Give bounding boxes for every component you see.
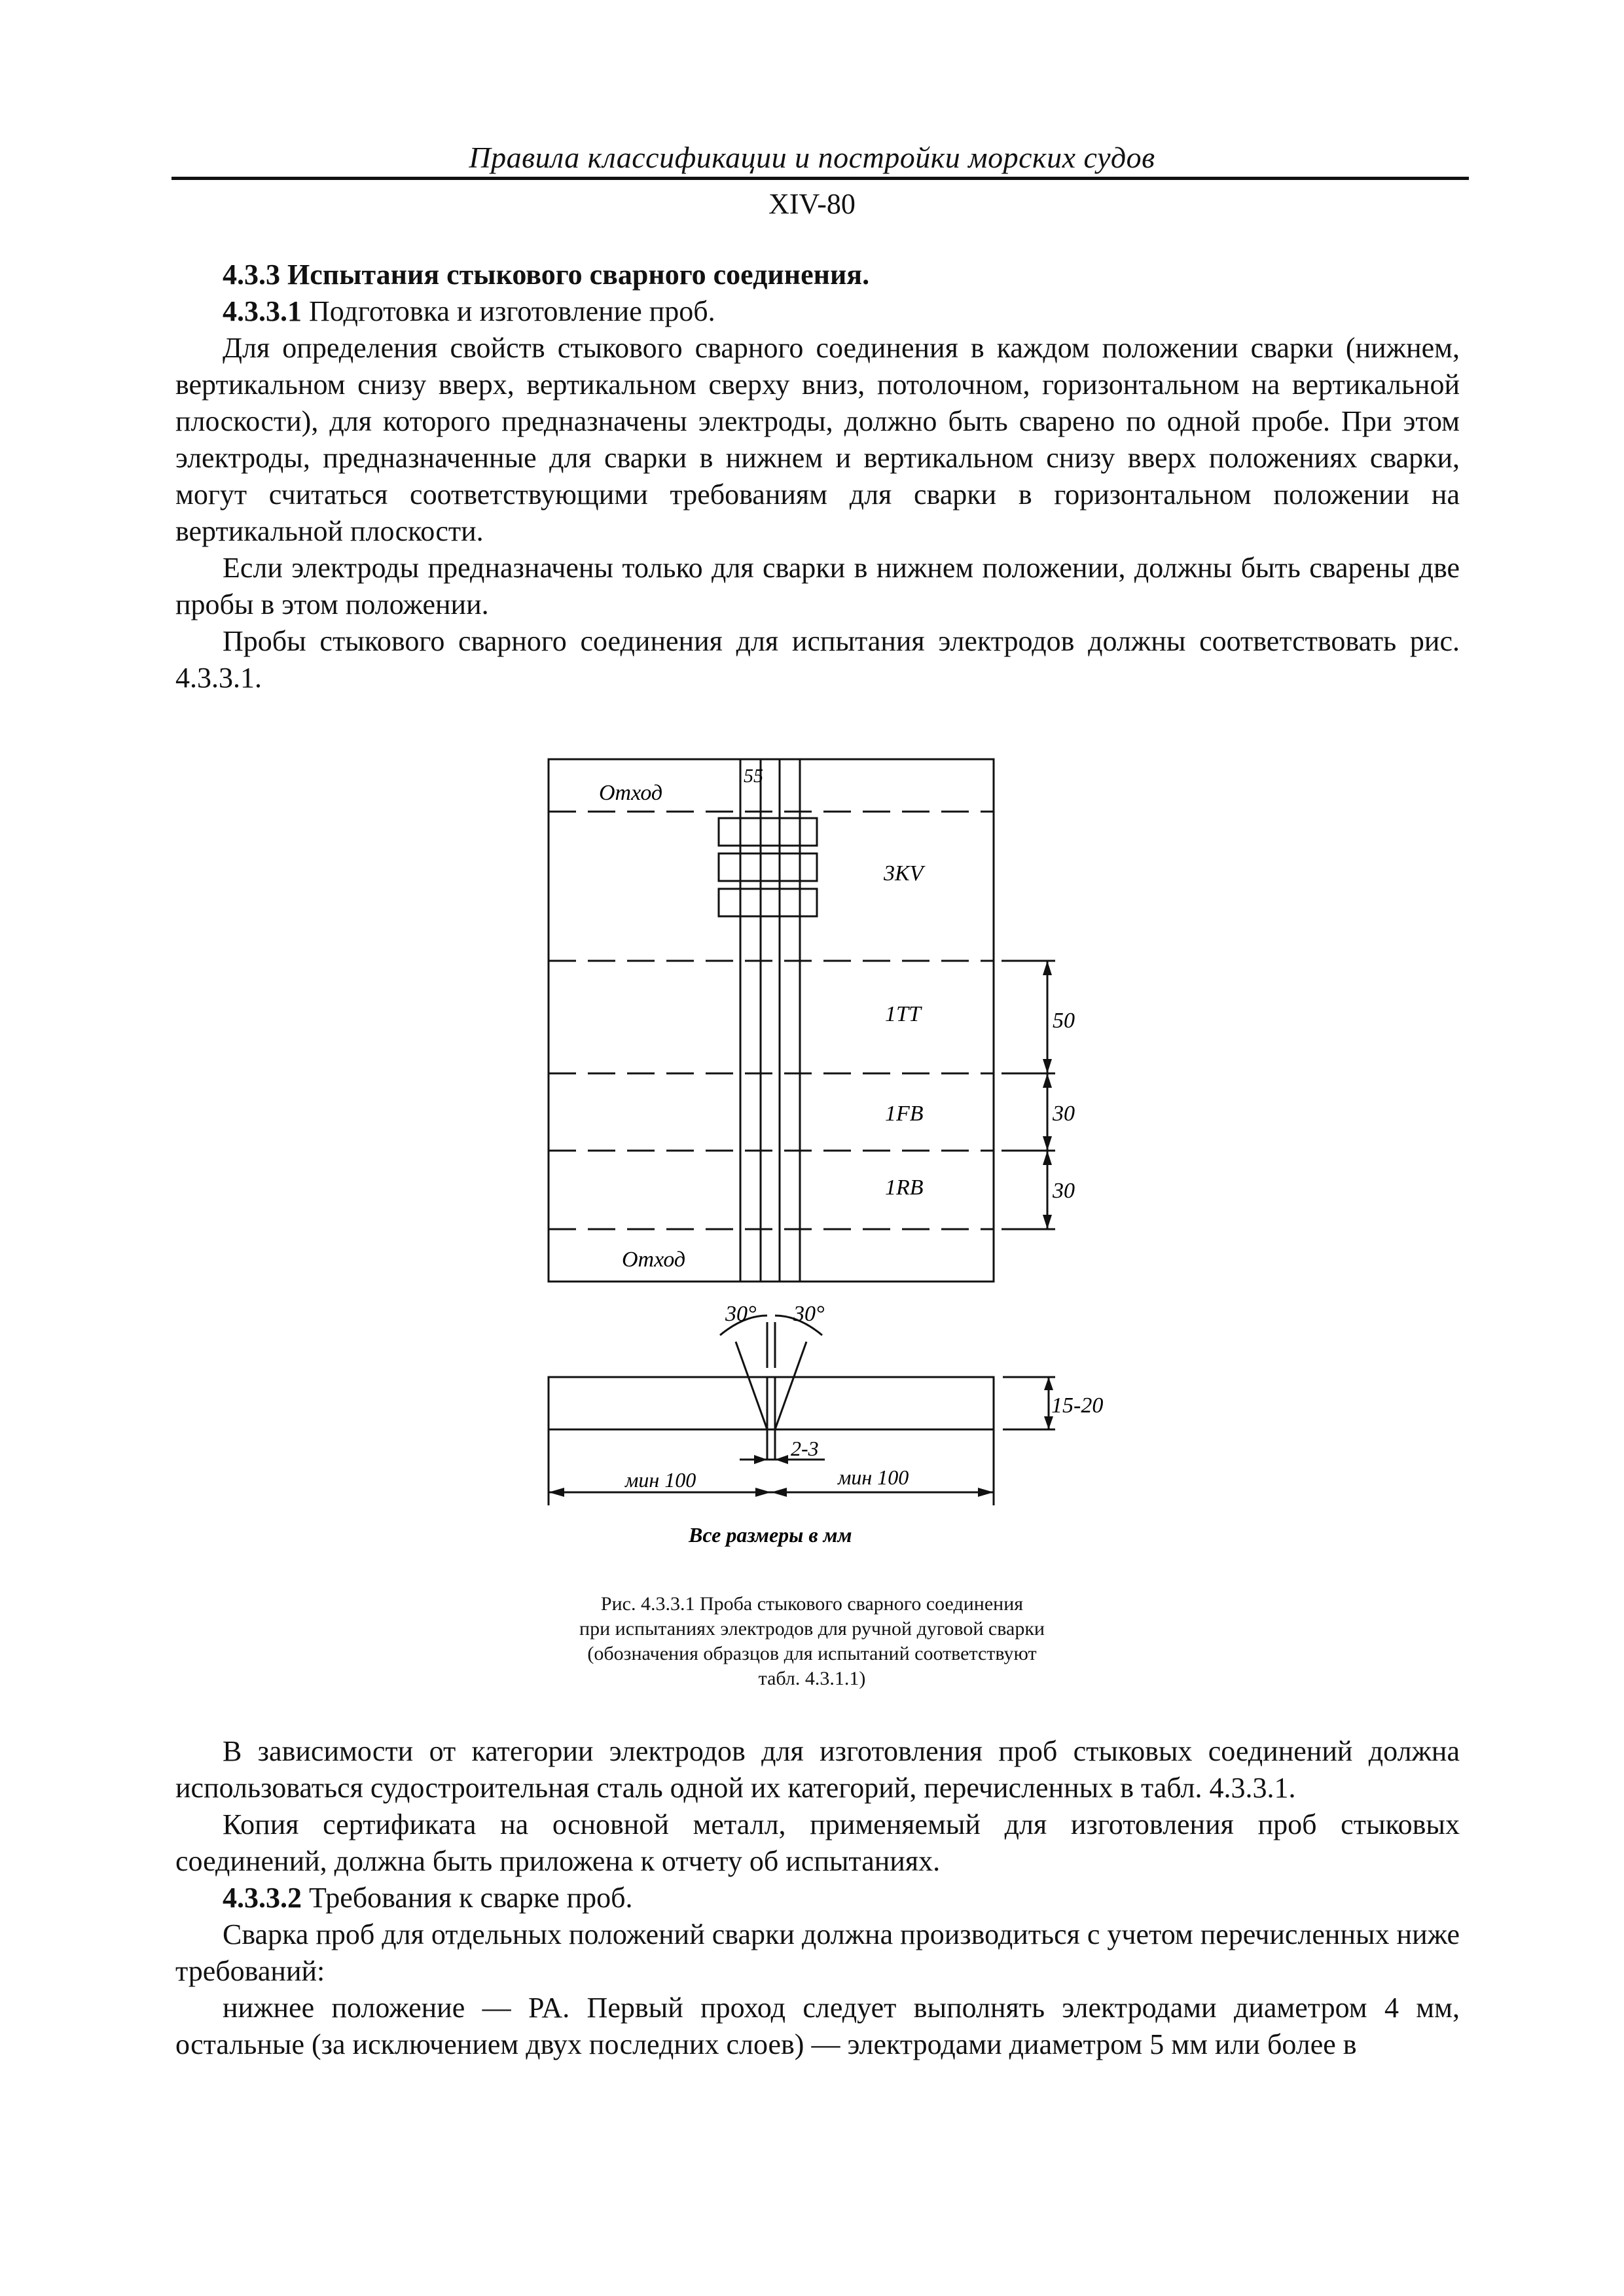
dim-55: 55 — [744, 765, 763, 787]
caption-line: (обозначения образцов для испытаний соответствуют — [587, 1643, 1037, 1664]
subsection-number: 4.3.3.2 — [223, 1882, 302, 1914]
subsection-title: Требования к сварке проб. — [309, 1882, 633, 1914]
waste-label-bottom: Отход — [622, 1247, 686, 1272]
units-note: Все размеры в мм — [689, 1523, 852, 1547]
caption-line: Рис. 4.3.3.1 Проба стыкового сварного соединения — [600, 1593, 1024, 1615]
text-block-bottom — [175, 1733, 1460, 2063]
thickness-dim: 15-20 — [1051, 1393, 1104, 1418]
paragraph: Сварка проб для отдельных положений сварки должна производиться с учетом перечисленных ниже требований: — [175, 1918, 1460, 1987]
dim-30-rb: 30 — [1053, 1179, 1075, 1203]
waste-label-top: Отход — [599, 781, 663, 805]
paragraph: Пробы стыкового сварного соединения для испытания электродов должны соответствовать рис. 4.3.3.1. — [175, 625, 1460, 694]
running-header: Правила классификации и постройки морских судов — [469, 141, 1155, 174]
specimen-1fb-label: 1FB — [885, 1102, 924, 1126]
paragraph: В зависимости от категории электродов для изготовления проб стыковых соединений должна использоваться судостроительная сталь одной их категорий, перечисленных в табл. 4.3.3.1. — [175, 1735, 1460, 1804]
gap-dim: 2-3 — [791, 1437, 819, 1460]
paragraph: Копия сертификата на основной металл, применяемый для изготовления проб стыковых соединений, должна быть приложена к отчету об испытаниях. — [175, 1808, 1460, 1877]
paragraph: нижнее положение — PA. Первый проход следует выполнять электродами диаметром 4 мм, остальные (за исключением двух последних слоев) — электродами диаметром 5 мм или более в — [175, 1992, 1460, 2060]
caption-line: при испытаниях электродов для ручной дуговой сварки — [579, 1618, 1045, 1640]
dim-30-fb: 30 — [1053, 1102, 1075, 1126]
subsection-title: Подготовка и изготовление проб. — [309, 295, 715, 327]
specimen-3kv-label: 3KV — [884, 861, 924, 886]
angle-right: 30° — [793, 1302, 825, 1326]
figure-caption — [0, 1592, 1624, 1691]
caption-line: табл. 4.3.1.1) — [758, 1668, 866, 1689]
dim-50: 50 — [1053, 1009, 1075, 1033]
section-heading: 4.3.3 Испытания стыкового сварного соединения. — [223, 259, 870, 291]
paragraph: Если электроды предназначены только для сварки в нижнем положении, должны быть сварены две пробы в этом положении. — [175, 552, 1460, 620]
angle-left: 30° — [725, 1302, 757, 1326]
page-number: XIV-80 — [768, 188, 856, 220]
specimen-1rb-label: 1RB — [885, 1175, 924, 1200]
paragraph: Для определения свойств стыкового сварного соединения в каждом положении сварки (нижнем, вертикальном снизу вверх, вертикальном сверху вниз, потолочном, горизонтальном на вертикальной плоскости), для которого предназначены электроды, должно быть сварено по одной пробе. При этом электроды, предназначенные для сварки в нижнем и вертикальном снизу вверх положениях сварки, могут считаться соответствующими требованиям для сварки в горизонтальном положении на вертикальной плоскости. — [175, 332, 1460, 547]
min-length-left: мин 100 — [625, 1468, 696, 1492]
specimen-1tt-label: 1TT — [885, 1002, 921, 1026]
min-length-right: мин 100 — [838, 1465, 909, 1489]
subsection-number: 4.3.3.1 — [223, 295, 302, 327]
